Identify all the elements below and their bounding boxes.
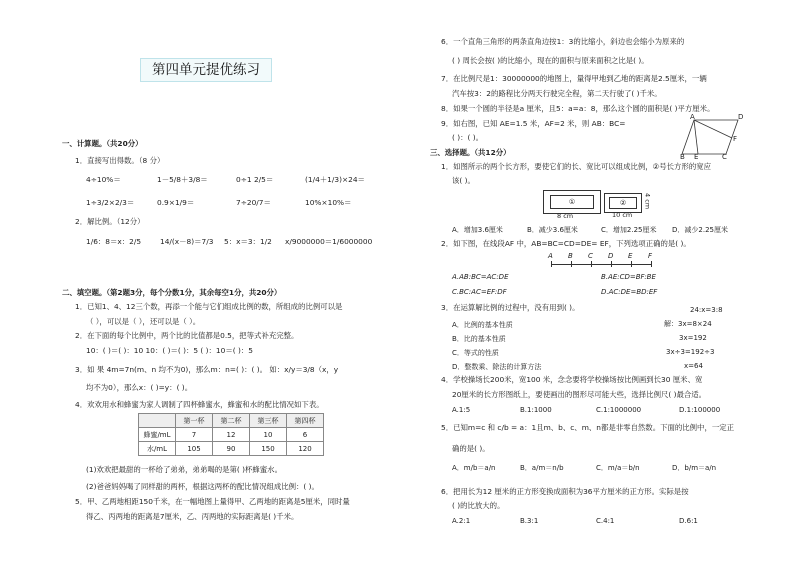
fill-q2-line: 2．在下面的每个比例中，两个比的比值都是0.5，把等式补充完整。 [75, 331, 299, 340]
calc-r2-item: 0.9×1/9＝ [157, 198, 195, 207]
choice-q3-option[interactable]: B．比的基本性质 [452, 335, 506, 343]
table-row [139, 428, 324, 442]
fill-q6-line1: 6．一个直角三角形的两条直角边按1：3的比缩小，斜边也会缩小为原来的 [441, 37, 685, 46]
table-cell: 105 [176, 442, 213, 456]
calc-r2-item: 7÷20/7＝ [236, 198, 271, 207]
fill-q6-line2: ( ) 周长会按( )的比缩小，现在的面积与原来面积之比是( )。 [452, 56, 649, 65]
rectangle-2-width: 10 cm [612, 211, 633, 219]
table-cell: 第一杯 [176, 414, 213, 428]
choice-q3-option[interactable]: C．等式的性质 [452, 349, 499, 357]
rectangle-2-label: ② [609, 197, 637, 209]
table-cell: 第二杯 [213, 414, 250, 428]
segment-label: F [648, 252, 653, 260]
section-fill-heading: 二、填空题。（第2题3分，每个分数1分，其余每空1分，共20分） [62, 288, 282, 297]
choice-q5-line1: 5．已知m=c 和 c/b = a：1且m、b、c、m、n都是非零自然数。下面的比例中，一定正 [441, 423, 735, 432]
choice-q5-option[interactable]: B．a/m＝n/b [520, 464, 564, 472]
fill-q1-line2: （ ），可以是（ ），还可以是（ ）。 [86, 317, 201, 326]
table-cell: 6 [287, 428, 324, 442]
choice-q2-option[interactable]: D.AC:DE=BD:EF [601, 288, 658, 296]
choice-q4-option[interactable]: B.1:1000 [520, 406, 552, 414]
rectangle-2 [604, 193, 642, 213]
fig-label: F [733, 135, 738, 143]
calc-q2-label: 2．解比例。（12分） [75, 217, 145, 226]
choice-q4-option[interactable]: C.1:1000000 [596, 406, 642, 414]
segment-label: D [608, 252, 614, 260]
proportion-item: 1/6：8＝x：2/5 [86, 237, 142, 246]
solving-step: x=64 [684, 362, 703, 370]
choice-q5-line2: 确的是( )。 [452, 444, 490, 453]
choice-q4-line2: 20厘米的长方形图纸上，要使画出的图形尽可能大些，选择比例尺( )最合适。 [452, 390, 707, 399]
choice-q6-option[interactable]: A.2:1 [452, 517, 471, 525]
choice-q5-option[interactable]: C．m/a＝b/n [596, 464, 640, 472]
fig-label: D [738, 113, 744, 121]
choice-q6-line1: 6．把用长为12 厘米的正方形变换成面积为36平方厘米的正方形。实际是按 [441, 487, 689, 496]
section-calc-heading: 一、计算题。（共20分） [62, 139, 143, 148]
fill-q3-line1: 3．如 果 4m=7n(m、n 均不为0)，那么m：n=( )：( )。 如：x/y＝3/8（x，y [75, 365, 339, 374]
fill-q5-line2: 得乙、丙两地的距离是7厘米，乙、丙两地的实际距离是( )千米。 [86, 512, 299, 521]
rectangle-1-width: 8 cm [557, 212, 574, 220]
fill-q4-line: 4．欢欢用水和蜂蜜为家人调制了四杯蜂蜜水，蜂蜜和水的配比情况如下表。 [75, 400, 324, 409]
calc-r1-item: 1－5/8＋3/8＝ [157, 175, 208, 184]
section-choice-heading: 三、选择题。（共12分） [430, 148, 511, 157]
fill-q2-blanks: 10：( )＝( )：10 10：( )＝( )：5 ( )：10＝( )：5 [86, 346, 253, 355]
fill-q7-line2: 汽车按3：2的路程比分两天行驶完全程，第二天行驶了( )千米。 [452, 89, 662, 98]
table-header-row [139, 414, 324, 428]
choice-q4-option[interactable]: D.1:100000 [679, 406, 721, 414]
solving-step: 3x=192 [679, 334, 707, 342]
choice-q3-option[interactable]: A．比例的基本性质 [452, 321, 513, 329]
fig-label: B [680, 153, 685, 161]
table-cell: 第四杯 [287, 414, 324, 428]
table-cell: 12 [213, 428, 250, 442]
table-cell: 150 [250, 442, 287, 456]
choice-q3-option[interactable]: D．整数乘、除法的计算方法 [452, 363, 542, 371]
fill-q4-sub2: (2)爸爸妈妈喝了同样甜的两杯，根据这两杯的配比情况组成比例：( )。 [86, 482, 319, 491]
choice-q4-option[interactable]: A.1:5 [452, 406, 471, 414]
choice-q5-option[interactable]: A．m/b＝a/n [452, 464, 496, 472]
rectangle-1-label: ① [550, 195, 594, 209]
choice-q3-line: 3．在运算解比例的过程中，没有用到( )。 [441, 303, 580, 312]
fill-q9-line2: ( )：( )。 [452, 133, 484, 142]
choice-q1-line1: 1．如图所示的两个长方形，要使它们的长、宽比可以组成比例，②号长方形的宽应 [441, 162, 712, 171]
calc-q1-label: 1．直接写出得数。（8 分） [75, 156, 165, 165]
page-title: 第四单元提优练习 [140, 58, 272, 82]
fill-q5-line1: 5．甲、乙两地相距150千米，在一幅地图上量得甲、乙两地的距离是5厘米，同时量 [75, 497, 350, 506]
choice-q2-line: 2．如下图，在线段AF 中，AB=BC=CD=DE= EF，下列选项正确的是( )。 [441, 239, 691, 248]
solving-step: 24:x=3:8 [690, 306, 723, 314]
proportion-item: 5：x＝3：1/2 [224, 237, 272, 246]
fill-q7-line1: 7．在比例尺是1：30000000的地图上，量得甲地到乙地的距离是2.5厘米，一辆 [441, 74, 707, 83]
choice-q1-option[interactable]: C．增加2.25厘米 [601, 226, 657, 234]
choice-q1-option[interactable]: B．减少3.6厘米 [527, 226, 578, 234]
choice-q1-option[interactable]: D．减少2.25厘米 [672, 226, 728, 234]
fill-q8-line: 8．如果一个圆的半径是a 厘米，且5：a=a：8，那么这个圆的面积是( )平方厘米。 [441, 104, 715, 113]
calc-r1-item: 0÷1 2/5＝ [236, 175, 274, 184]
segment-label: C [588, 252, 593, 260]
choice-q6-option[interactable]: C.4:1 [596, 517, 615, 525]
table-cell: 7 [176, 428, 213, 442]
calc-r1-item: (1/4＋1/3)×24＝ [305, 175, 365, 184]
table-cell: 10 [250, 428, 287, 442]
choice-q6-line2: ( )的比放大的。 [452, 501, 505, 510]
choice-q6-option[interactable]: B.3:1 [520, 517, 539, 525]
fill-q4-sub1: (1)欢欢把最甜的一杯给了弟弟，弟弟喝的是第( )杯蜂蜜水。 [86, 465, 282, 474]
table-row [139, 442, 324, 456]
segment-label: A [548, 252, 553, 260]
table-cell: 蜂蜜/mL [139, 428, 176, 442]
table-cell [139, 414, 176, 428]
proportion-item: x/9000000＝1/6000000 [285, 237, 373, 246]
fig-label: A [690, 113, 695, 121]
choice-q1-option[interactable]: A．增加3.6厘米 [452, 226, 503, 234]
segment-label: B [568, 252, 573, 260]
table-cell: 90 [213, 442, 250, 456]
fill-q9-line1: 9．如右图，已知 AE=1.5 米，AF=2 米，则 AB：BC= [441, 119, 626, 128]
segment-ticks [551, 259, 652, 269]
fig-label: C [722, 153, 727, 161]
table-cell: 120 [287, 442, 324, 456]
calc-r1-item: 4÷10%＝ [86, 175, 121, 184]
fig-label: E [694, 153, 699, 161]
choice-q2-option[interactable]: C.BC:AC=EF:DF [452, 288, 507, 296]
rectangle-1 [543, 190, 601, 214]
calc-r2-item: 10%×10%＝ [305, 198, 352, 207]
choice-q2-option[interactable]: B.AE:CD=BF:BE [601, 273, 656, 281]
fill-q3-line2: 均不为0），那么x：( )=y：( )。 [86, 383, 193, 392]
table-cell: 水/mL [139, 442, 176, 456]
choice-q6-option[interactable]: D.6:1 [679, 517, 698, 525]
segment-label: E [628, 252, 633, 260]
choice-q4-line1: 4．学校操场长200米，宽100 米，念念要将学校操场按比例画到长30 厘米、宽 [441, 375, 703, 384]
choice-q5-option[interactable]: D．b/m＝a/n [672, 464, 717, 472]
choice-q2-option[interactable]: A.AB:BC=AC:DE [452, 273, 509, 281]
rectangle-2-height: 4 cm [643, 193, 652, 210]
table-cell: 第三杯 [250, 414, 287, 428]
calc-r2-item: 1÷3/2×2/3＝ [86, 198, 135, 207]
choice-q1-line2: 该( )。 [452, 176, 475, 185]
solving-step: 3x÷3=192÷3 [666, 348, 715, 356]
solving-step: 解：3x=8×24 [664, 320, 712, 328]
proportion-item: 14/(x－8)＝7/3 [160, 237, 214, 246]
fill-q1-line1: 1．已知1、4、12三个数，再添一个能与它们组成比例的数，所组成的比例可以是 [75, 302, 343, 311]
honey-water-table [138, 413, 324, 456]
